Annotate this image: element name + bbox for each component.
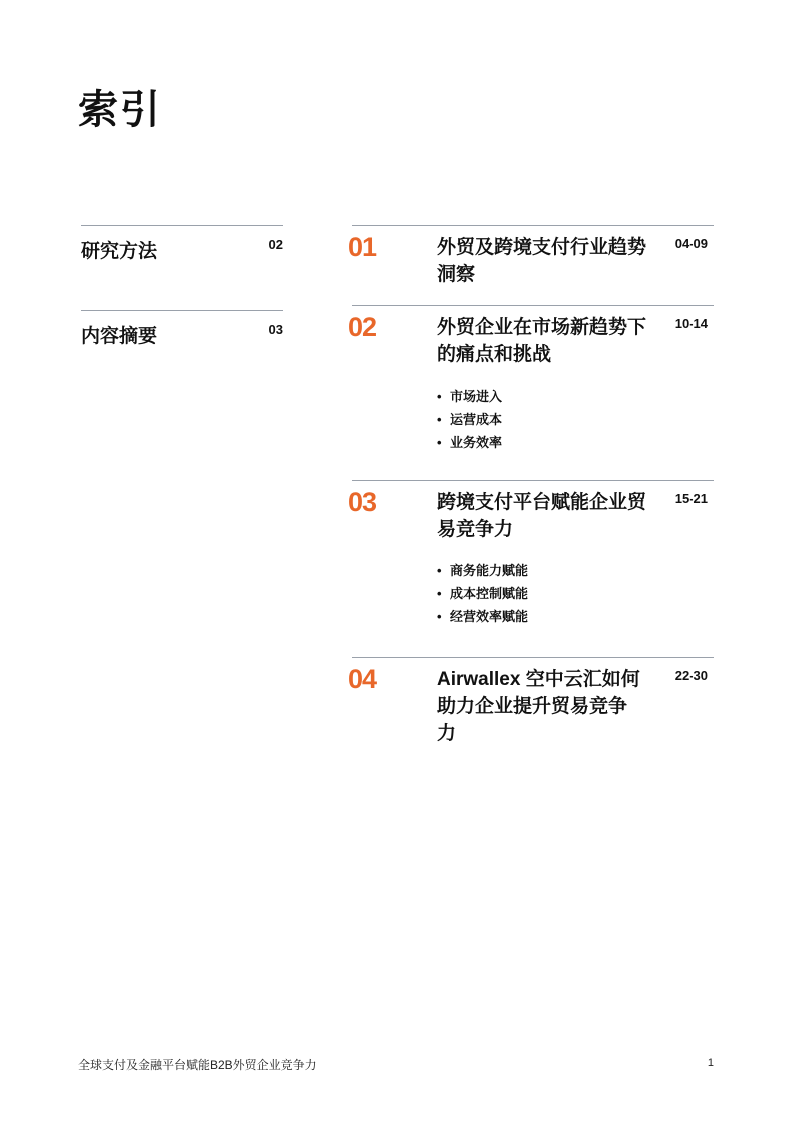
toc-entry-label: 内容摘要 — [81, 326, 158, 347]
page-number: 1 — [707, 1057, 714, 1069]
subitem: • 市场进入 — [437, 385, 502, 408]
section-subitems — [437, 559, 528, 628]
section-pages: 15-21 — [674, 491, 708, 506]
subitem: • 商务能力赋能 — [437, 559, 528, 582]
section-pages: 04-09 — [674, 236, 708, 251]
subitem: • 经营效率赋能 — [437, 605, 528, 628]
section-number: 01 — [348, 232, 377, 262]
toc-section-02[interactable] — [348, 305, 714, 450]
toc-entry-research-method[interactable] — [81, 225, 283, 262]
toc-entry-label: 研究方法 — [81, 241, 158, 262]
toc-entry-page: 02 — [268, 237, 283, 252]
toc-section-03[interactable] — [348, 480, 714, 624]
section-number: 03 — [348, 487, 377, 517]
section-pages: 10-14 — [674, 316, 708, 331]
section-title: 外贸及跨境支付行业趋势洞察 — [437, 237, 647, 285]
section-title: Airwallex 空中云汇如何助力企业提升贸易竞争力 — [437, 669, 640, 744]
section-number: 02 — [348, 312, 377, 342]
subitem: • 成本控制赋能 — [437, 582, 528, 605]
section-pages: 22-30 — [674, 668, 708, 683]
section-number: 04 — [348, 664, 377, 694]
toc-section-04[interactable] — [348, 657, 714, 744]
section-title: 跨境支付平台赋能企业贸易竞争力 — [437, 492, 647, 540]
section-subitems — [437, 385, 502, 454]
toc-entry-summary[interactable] — [81, 310, 283, 347]
section-title: 外贸企业在市场新趋势下的痛点和挑战 — [437, 317, 647, 365]
page-title: 索引 — [78, 88, 162, 132]
subitem: • 业务效率 — [437, 431, 502, 454]
subitem: • 运营成本 — [437, 408, 502, 431]
footer-text: 全球支付及金融平台赋能B2B外贸企业竞争力 — [78, 1058, 317, 1072]
toc-section-01[interactable] — [348, 225, 714, 285]
toc-entry-page: 03 — [268, 322, 283, 337]
